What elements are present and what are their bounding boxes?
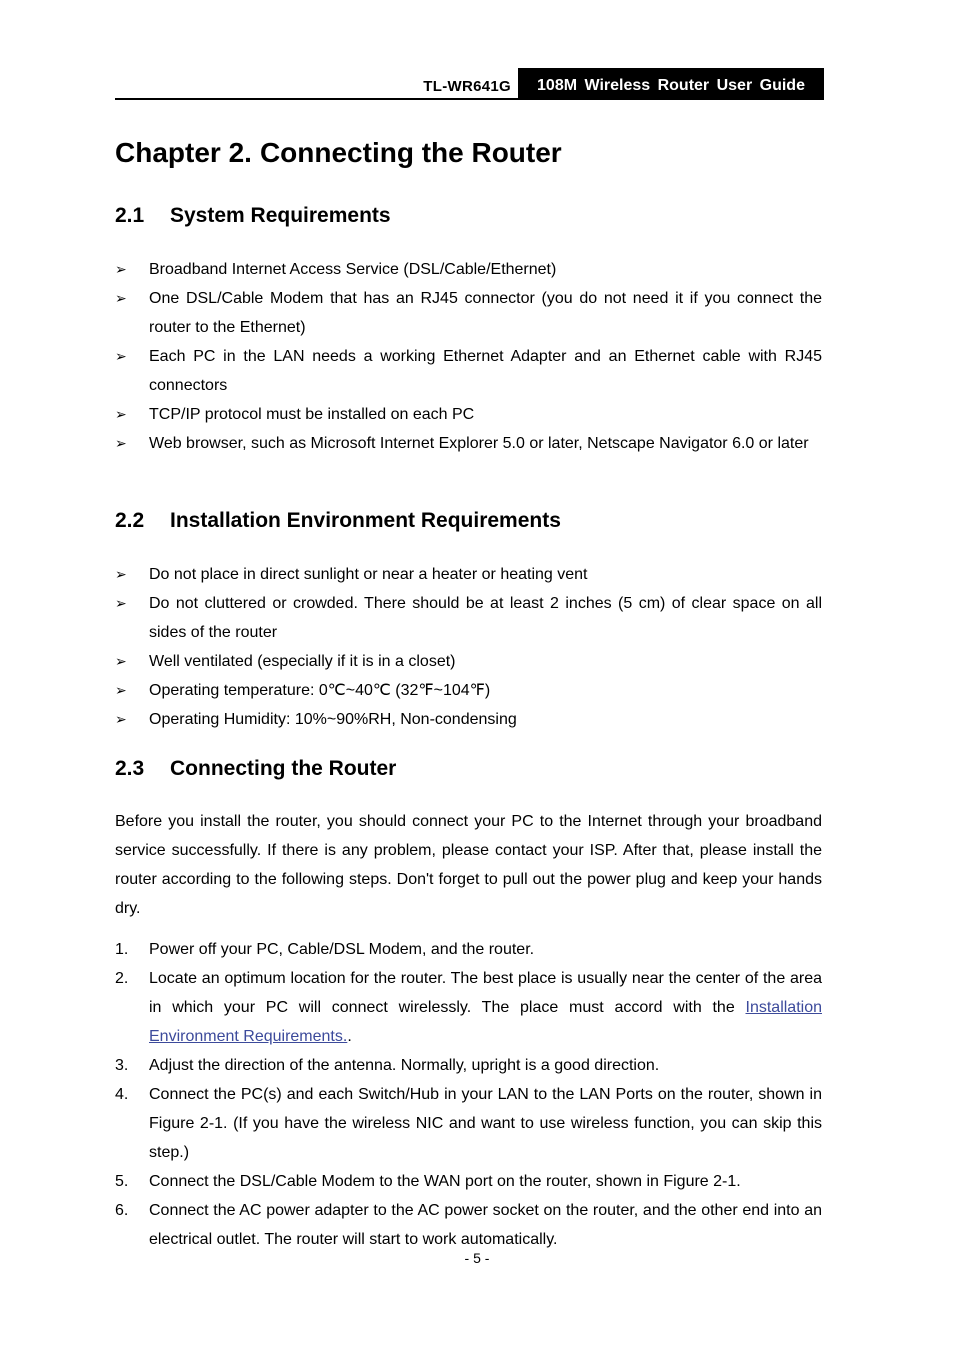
- arrow-bullet-icon: ➢: [115, 595, 127, 611]
- section-heading-2-3: [115, 757, 396, 781]
- step-number: 6.: [115, 1202, 129, 1219]
- list-item: ➢ Broadband Internet Access Service (DSL/Cable/Ethernet): [115, 255, 822, 284]
- list-item: ➢ Well ventilated (especially if it is in a closet): [115, 647, 822, 676]
- list-item: ➢ Do not place in direct sunlight or near a heater or heating vent: [115, 560, 822, 589]
- intro-paragraph: Before you install the router, you should connect your PC to the Internet through your broadband service successfully. If there is any problem, please contact your ISP. After that, please install the router according to the following steps. Don't forget to pull out the power plug and keep your hands dry.: [115, 813, 822, 917]
- installation-environment-link[interactable]: Installation Environment Requirements.: [149, 999, 822, 1045]
- section-number: 2.1: [115, 204, 145, 227]
- arrow-bullet-icon: ➢: [115, 290, 127, 306]
- environment-requirements-list: [115, 560, 822, 734]
- step-number: 3.: [115, 1057, 129, 1074]
- list-item: ➢ Operating temperature: 0℃~40℃ (32℉~104℉): [115, 676, 822, 705]
- guide-title-box: [518, 68, 824, 98]
- section-title: Connecting the Router: [170, 757, 397, 780]
- step-item: 6. Connect the AC power adapter to the AC power socket on the router, and the other end into an electrical outlet. The router will start to work automatically.: [115, 1196, 822, 1254]
- section-title: System Requirements: [170, 204, 391, 227]
- section-heading-2-1: [115, 204, 391, 228]
- list-item: ➢ Do not cluttered or crowded. There should be at least 2 inches (5 cm) of clear space on all sides of the router: [115, 589, 822, 647]
- step-item: 5. Connect the DSL/Cable Modem to the WAN port on the router, shown in Figure 2-1.: [115, 1167, 822, 1196]
- list-item: ➢ Operating Humidity: 10%~90%RH, Non-condensing: [115, 705, 822, 734]
- list-item: ➢ TCP/IP protocol must be installed on each PC: [115, 400, 822, 429]
- model-name: TL-WR641G: [423, 78, 511, 95]
- arrow-bullet-icon: ➢: [115, 566, 127, 582]
- page-number: - 5 -: [464, 1250, 490, 1266]
- chapter-title: [115, 137, 562, 169]
- chapter-heading: Connecting the Router: [259, 137, 562, 168]
- step-item: 2. Locate an optimum location for the router. The best place is usually near the center of the area in which your PC will connect wirelessly. The place must accord with the Installation Environment Requirements..: [115, 964, 822, 1051]
- arrow-bullet-icon: ➢: [115, 406, 127, 422]
- arrow-bullet-icon: ➢: [115, 711, 127, 727]
- step-item: 3. Adjust the direction of the antenna. Normally, upright is a good direction.: [115, 1051, 822, 1080]
- arrow-bullet-icon: ➢: [115, 261, 127, 277]
- arrow-bullet-icon: ➢: [115, 653, 127, 669]
- step-item: 4. Connect the PC(s) and each Switch/Hub in your LAN to the LAN Ports on the router, shown in Figure 2-1. (If you have the wireless NIC and want to use wireless function, you can skip this step.): [115, 1080, 822, 1167]
- installation-steps-list: [115, 935, 822, 1254]
- list-item: ➢ One DSL/Cable Modem that has an RJ45 connector (you do not need it if you connect the router to the Ethernet): [115, 284, 822, 342]
- step-number: 4.: [115, 1086, 129, 1103]
- section-heading-2-2: [115, 509, 561, 533]
- step-number: 5.: [115, 1173, 129, 1190]
- section-number: 2.3: [115, 757, 145, 780]
- step-number: 1.: [115, 941, 129, 958]
- section-title: Installation Environment Requirements: [170, 509, 561, 532]
- step-item: 1. Power off your PC, Cable/DSL Modem, and the router.: [115, 935, 822, 964]
- list-item: ➢ Each PC in the LAN needs a working Ethernet Adapter and an Ethernet cable with RJ45 connectors: [115, 342, 822, 400]
- section-number: 2.2: [115, 509, 145, 532]
- page-header: [115, 68, 824, 100]
- step-number: 2.: [115, 970, 129, 987]
- arrow-bullet-icon: ➢: [115, 348, 127, 364]
- list-item: ➢ Web browser, such as Microsoft Internet Explorer 5.0 or later, Netscape Navigator 6.0 or later: [115, 429, 822, 458]
- arrow-bullet-icon: ➢: [115, 435, 127, 451]
- arrow-bullet-icon: ➢: [115, 682, 127, 698]
- system-requirements-list: [115, 255, 822, 458]
- guide-title: 108M Wireless Router User Guide: [537, 77, 805, 94]
- chapter-number: Chapter 2.: [115, 137, 252, 168]
